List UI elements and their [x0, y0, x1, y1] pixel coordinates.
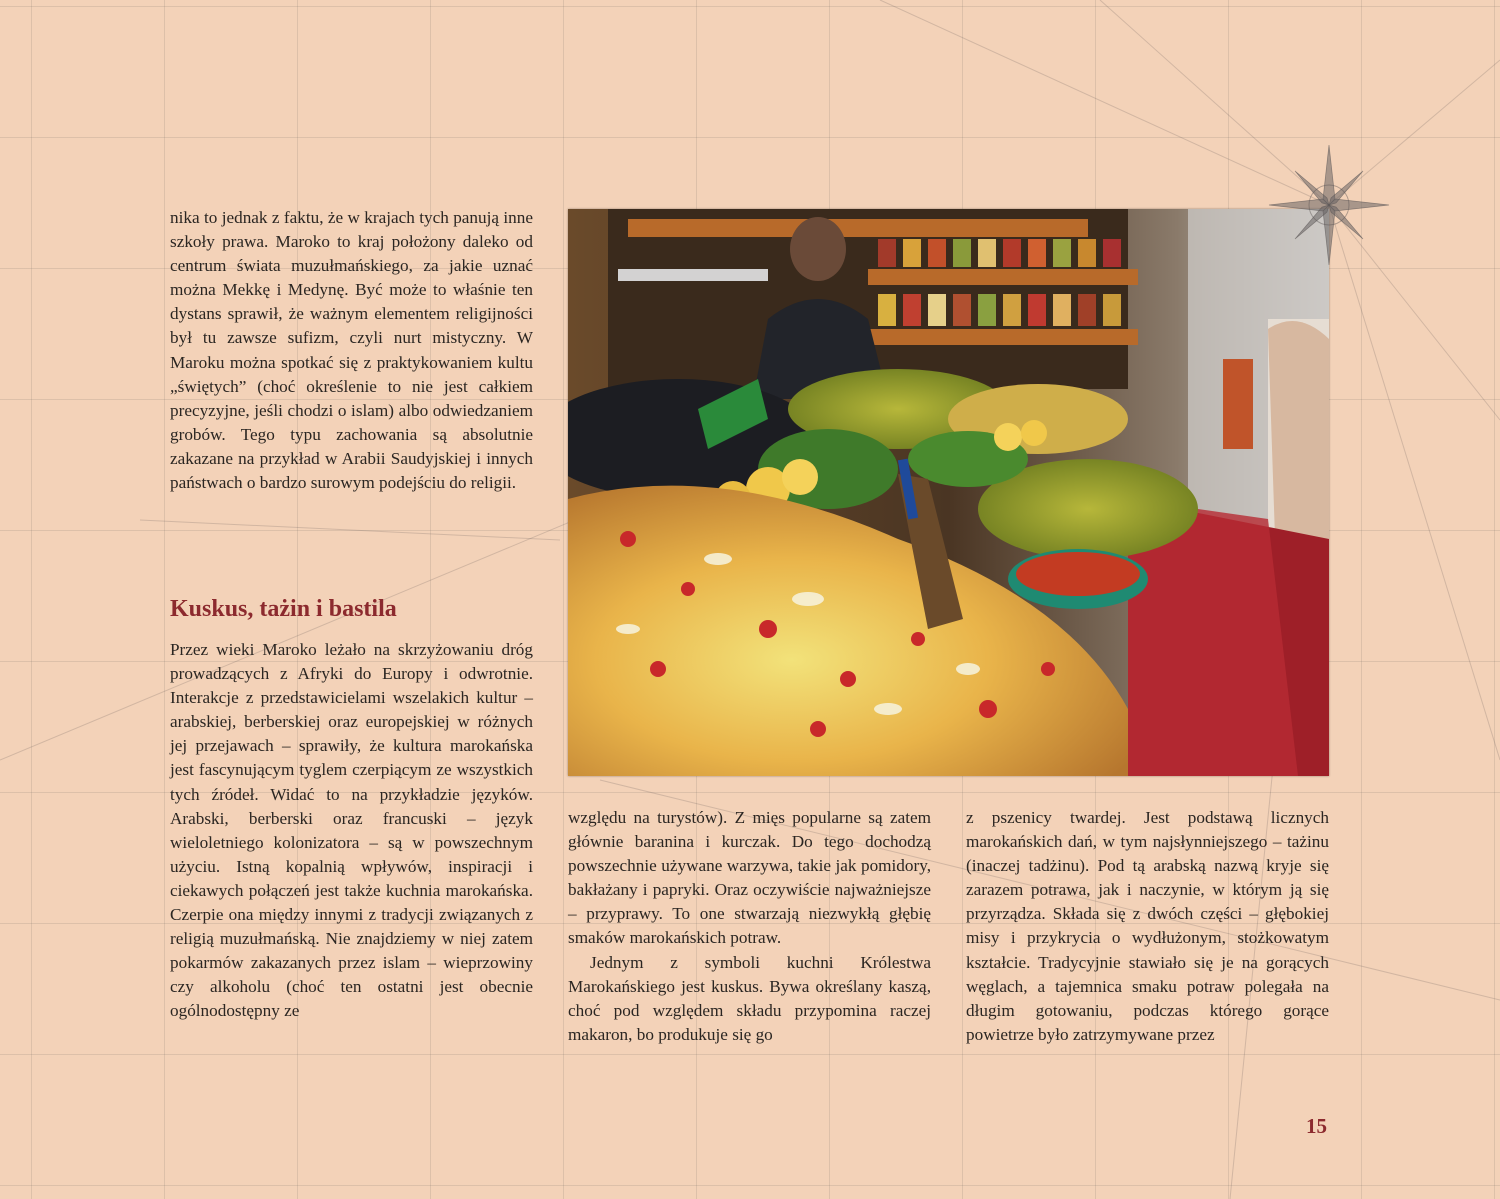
- text-column-1: [170, 206, 533, 495]
- text-column-2: [568, 806, 931, 1047]
- section-heading: Kuskus, tażin i bastila: [170, 596, 397, 622]
- compass-rose-icon: [1266, 142, 1392, 268]
- section-paragraph: Przez wieki Maroko leżało na skrzyżowaniu dróg prowadzących z Afryki do Europy i odwrotnie. Interakcje z przedstawicielami wszelakich kultur – arabskiej, berberskiej oraz europejskiej w różnych jej przejawach – sprawiły, że kultura marokańska jest fascynującym tyglem czerpiącym ze wszystkich tych źródeł. Widać to na przykładzie języków. Arabski, berberski oraz francuski – język wieloletniego kolonizatora – są w powszechnym użyciu. Istną kopalnią wpływów, inspiracji i ciekawych połączeń jest także kuchnia marokańska. Czerpie ona między innymi z tradycji związanych z religią muzułmańską. Nie znajdziemy w niej zatem pokarmów zakazanych przez islam – wieprzowiny czy alkoholu (choć ten ostatni jest obecnie ogólnodostępny ze: [170, 640, 533, 1021]
- page-number: 15: [1306, 1114, 1327, 1138]
- column2-paragraph-2: Jednym z symboli kuchni Królestwa Marokańskiego jest kuskus. Bywa określany kaszą, choć pod względem składu przypomina raczej makaron, bo produkuje się go: [568, 952, 931, 1044]
- text-column-3: [966, 806, 1329, 1047]
- column2-paragraph-1: względu na turystów). Z mięs popularne są zatem głównie baranina i kurczak. Do tego dochodzą powszechnie używane warzywa, takie jak pomidory, bakłażany i papryki. Oraz oczywiście najważniejsze – przyprawy. To one stwarzają niezwykłą głębię smaków marokańskich potraw.: [568, 808, 931, 948]
- column1-paragraph: nika to jednak z faktu, że w krajach tych panują inne szkoły prawa. Maroko to kraj położony daleko od centrum świata muzułmańskiego, za jakie uznać można Mekkę i Medynę. Być może to właśnie ten dystans sprawił, że ważnym elementem religijności był tu zawsze sufizm, czyli nurt mistyczny. W Maroku można spotkać się z praktykowaniem kultu „świętych” (choć określenie to nie jest całkiem precyzyjne, jeśli chodzi o islam) albo odwiedzaniem grobów. Tego typu zachowania są absolutnie zakazane na przykład w Arabii Saudyjskiej i innych państwach o bardzo surowym podejściu do religii.: [170, 208, 533, 493]
- text-column-1-section: [170, 638, 533, 1024]
- column3-paragraph: z pszenicy twardej. Jest podstawą licznych marokańskich dań, w tym najsłynniejszego – tażinu (inaczej tadżinu). Pod tą arabską nazwą kryje się zarazem potrawa, jak i naczynie, w którym ją się przyrządza. Składa się z dwóch części – głębokiej misy i przykrycia o wydłużonym, stożkowatym kształcie. Tradycyjnie stawiało się je na gorących węglach, a tajemnica smaku potraw polegała na długim gotowaniu, podczas którego gorące powietrze było zatrzymywane przez: [966, 808, 1329, 1044]
- market-stall-photo: [568, 209, 1329, 776]
